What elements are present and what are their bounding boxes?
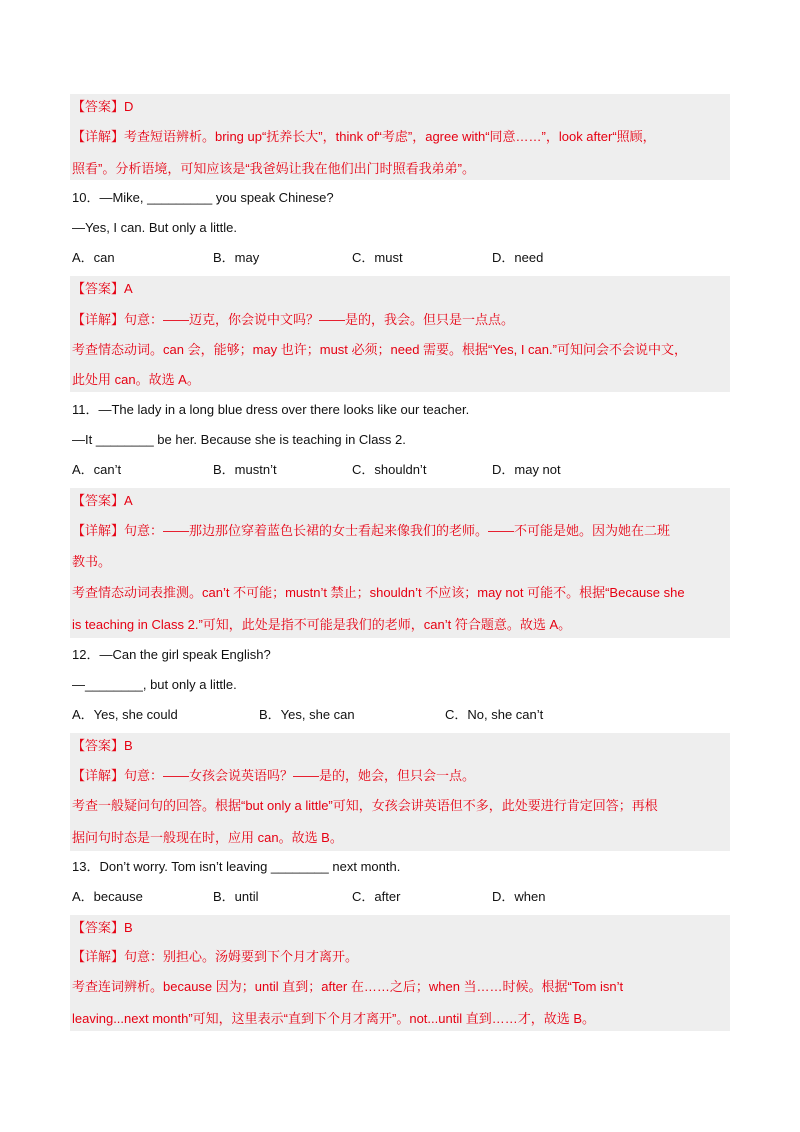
option-b: B．until (213, 889, 259, 904)
explanation-line: 考查情态动词表推测。can’t 不可能；mustn’t 禁止；shouldn’t 不应该；may not 可能不。根据“Because she (72, 585, 685, 600)
question-stem: 13．Don’t worry. Tom isn’t leaving ________ next month. (72, 859, 401, 874)
explanation-line: 【详解】句意：——女孩会说英语吗？——是的，她会，但只会一点。 (72, 768, 476, 783)
option-d: D．when (492, 889, 546, 904)
option-b: B．mustn’t (213, 462, 277, 477)
explanation-line: 【详解】考查短语辨析。bring up“抚养长大”，think of“考虑”，agree with“同意……”，look after“照顾， (72, 129, 656, 144)
option-c: C．must (352, 250, 403, 265)
option-d: D．need (492, 250, 544, 265)
question-reply: —It ________ be her. Because she is teaching in Class 2. (72, 432, 406, 447)
option-a: A．can (72, 250, 115, 265)
question-reply: —________, but only a little. (72, 677, 237, 692)
answer-label: 【答案】A (72, 493, 133, 508)
explanation-line: 此处用 can。故选 A。 (72, 372, 200, 387)
answer-label: 【答案】B (72, 738, 133, 753)
option-a: A．Yes, she could (72, 707, 178, 722)
explanation-line: 考查一般疑问句的回答。根据“but only a little”可知，女孩会讲英语但不多，此处要进行肯定回答；再根 (72, 798, 658, 813)
question-stem: 11．—The lady in a long blue dress over there looks like our teacher. (72, 402, 470, 417)
option-d: D．may not (492, 462, 561, 477)
explanation-line: 据问句时态是一般现在时，应用 can。故选 B。 (72, 830, 343, 845)
explanation-line: 教书。 (72, 554, 112, 569)
option-a: A．because (72, 889, 143, 904)
option-a: A．can’t (72, 462, 122, 477)
explanation-line: 【详解】句意：——那边那位穿着蓝色长裙的女士看起来像我们的老师。——不可能是她。因为她在二班 (72, 523, 671, 538)
explanation-line: 【详解】句意：别担心。汤姆要到下个月才离开。 (72, 949, 359, 964)
answer-label: 【答案】B (72, 920, 133, 935)
option-c: C．shouldn’t (352, 462, 427, 477)
question-stem: 10．—Mike, _________ you speak Chinese? (72, 190, 334, 205)
answer-label: 【答案】D (72, 99, 134, 114)
explanation-line: 考查连词辨析。because 因为；until 直到；after 在……之后；when 当……时候。根据“Tom isn’t (72, 979, 624, 994)
explanation-line: 照看”。分析语境，可知应该是“我爸妈让我在他们出门时照看我弟弟”。 (72, 161, 475, 176)
option-c: C．No, she can’t (445, 707, 544, 722)
explanation-line: 【详解】句意：——迈克，你会说中文吗？——是的，我会。但只是一点点。 (72, 312, 515, 327)
question-reply: —Yes, I can. But only a little. (72, 220, 237, 235)
option-b: B．Yes, she can (259, 707, 355, 722)
explanation-line: leaving...next month”可知，这里表示“直到下个月才离开”。not...until 直到……才，故选 B。 (72, 1011, 595, 1026)
explanation-line: 考查情态动词。can 会，能够；may 也许；must 必须；need 需要。根据“Yes, I can.”可知问会不会说中文， (72, 342, 687, 357)
question-stem: 12．—Can the girl speak English? (72, 647, 271, 662)
explanation-line: is teaching in Class 2.”可知，此处是指不可能是我们的老师，can’t 符合题意。故选 A。 (72, 617, 572, 632)
option-c: C．after (352, 889, 401, 904)
answer-label: 【答案】A (72, 281, 133, 296)
option-b: B．may (213, 250, 260, 265)
